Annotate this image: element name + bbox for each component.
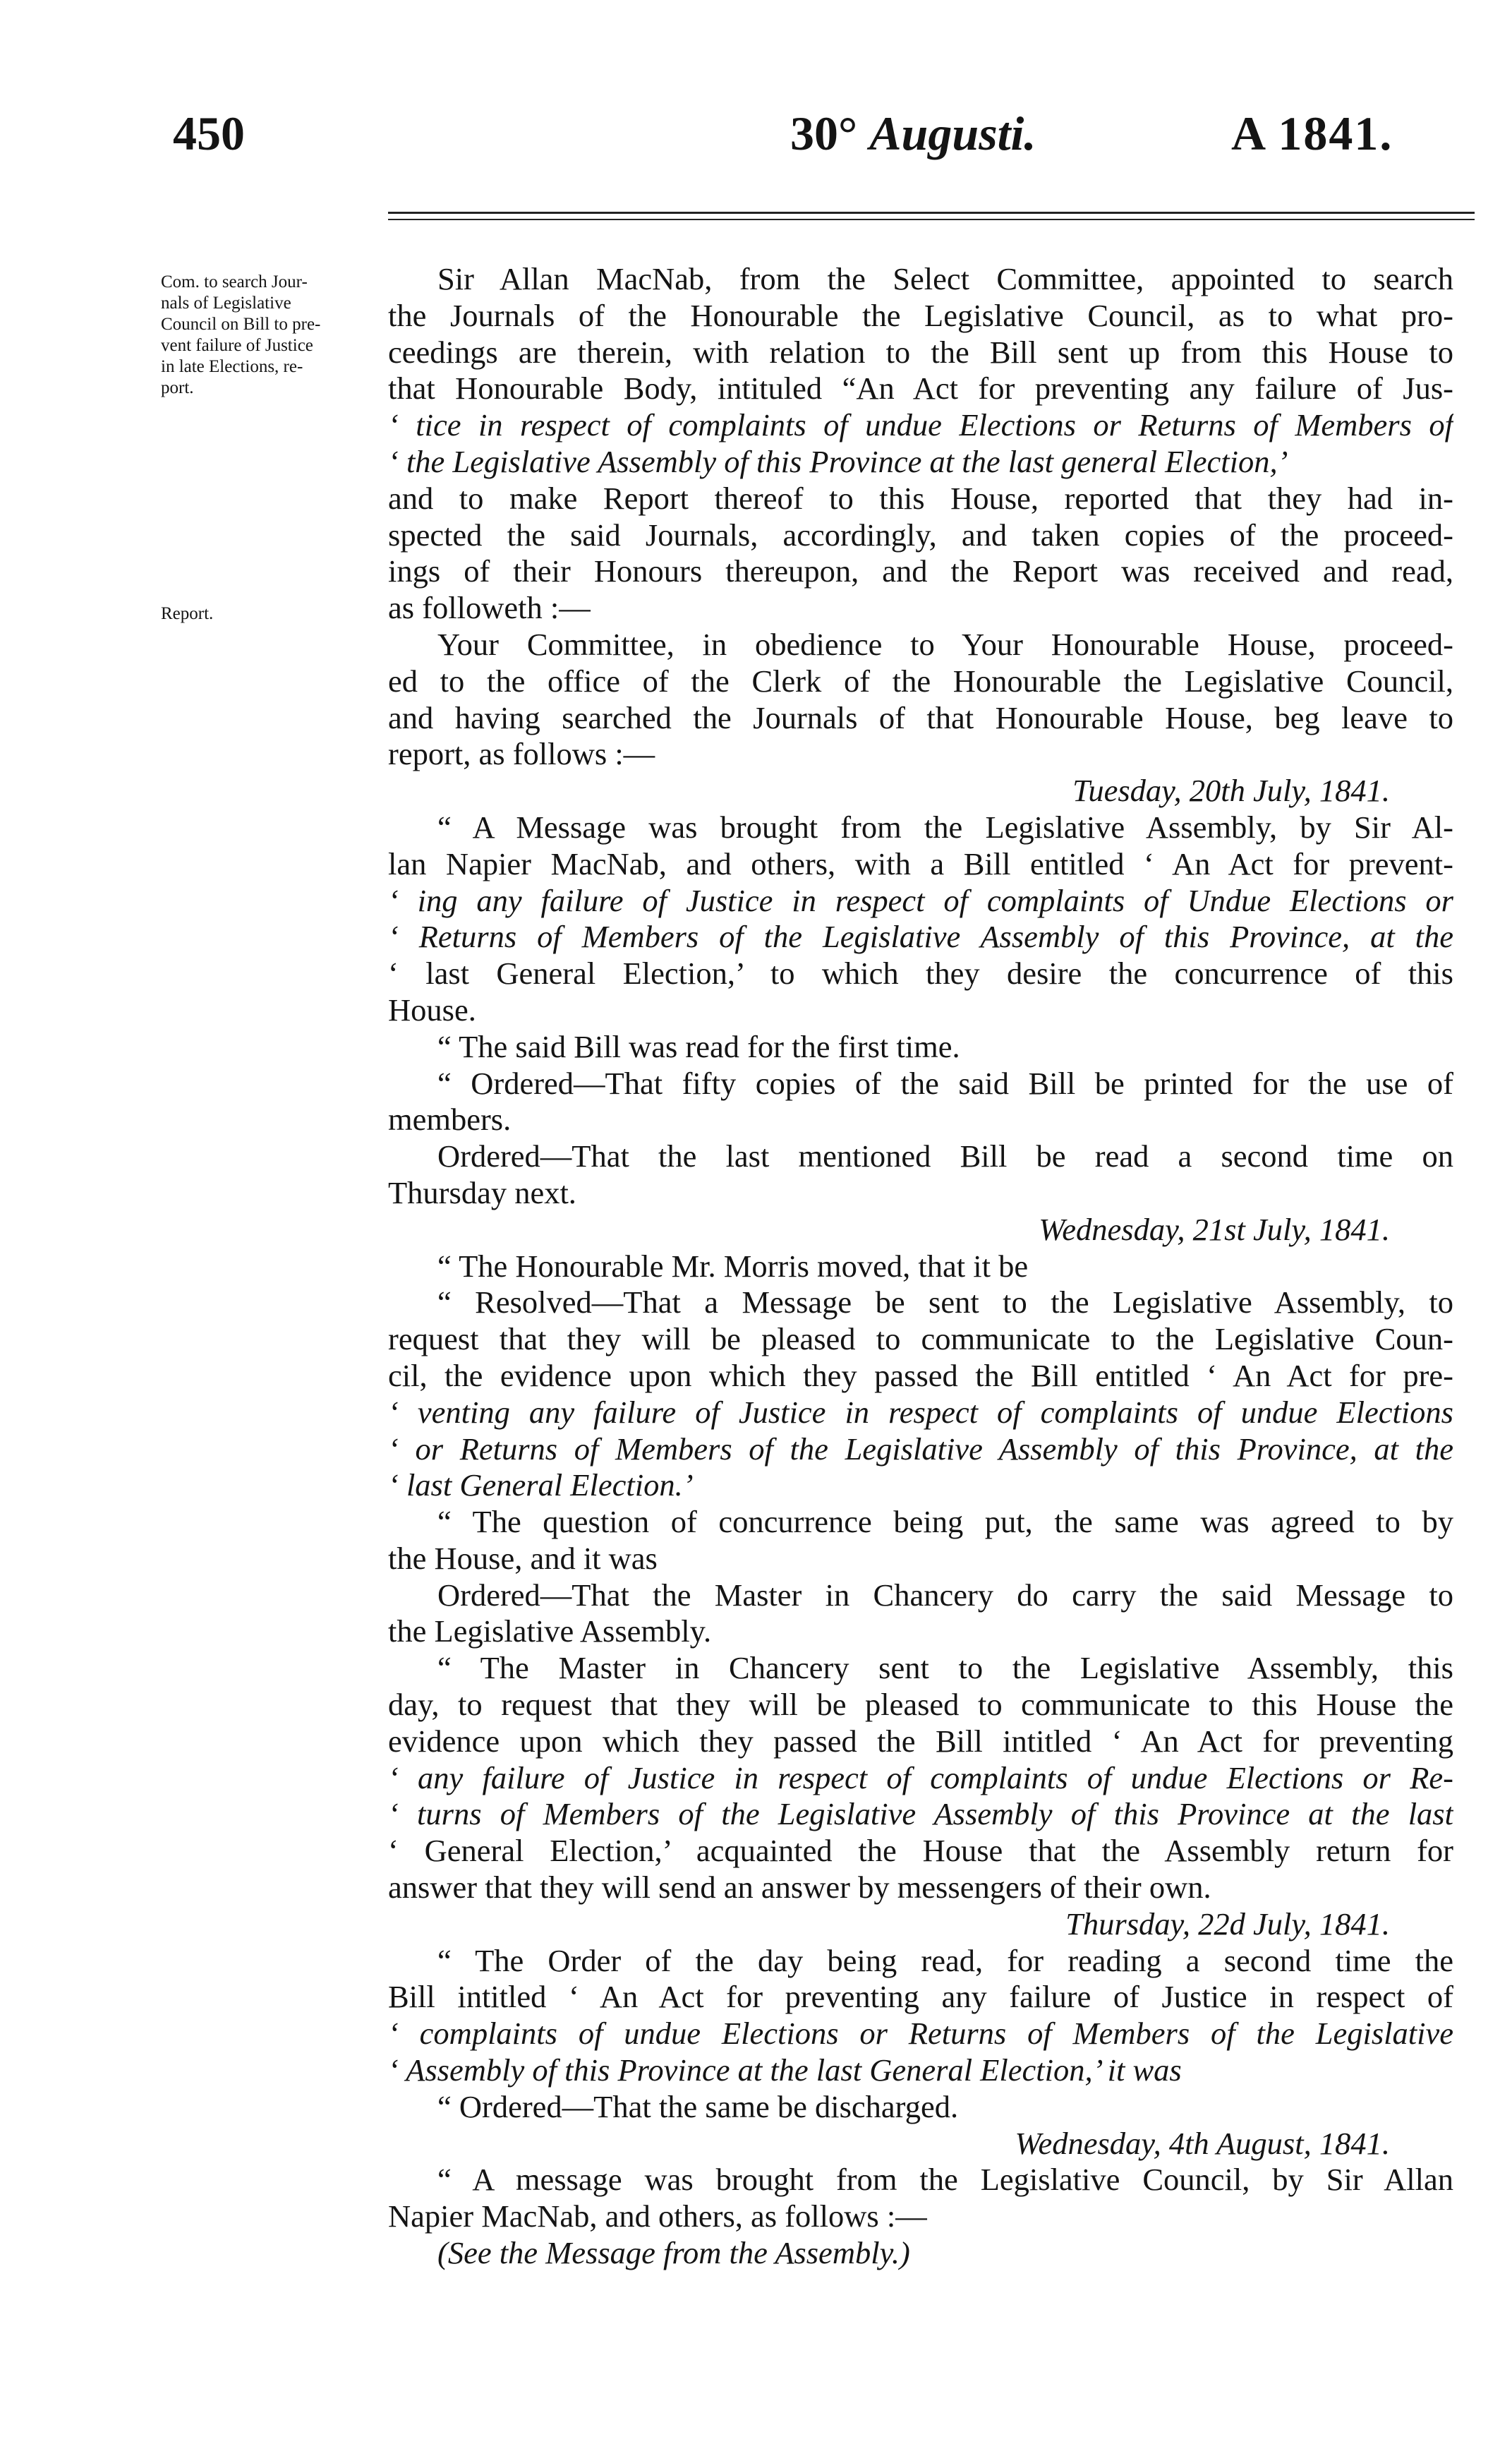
text-line: evidence upon which they passed the Bill intitled ‘ An Act for preventing xyxy=(388,1723,1453,1759)
text-line: ‘ the Legislative Assembly of this Province at the last general Election,’ xyxy=(388,443,1288,479)
text-line: Bill intitled ‘ An Act for preventing any failure of Justice in respect of xyxy=(388,1979,1453,2015)
text-line: ‘ General Election,’ acquainted the House that the Assembly return for xyxy=(388,1833,1453,1869)
text-line: “ A Message was brought from the Legislative Assembly, by Sir Al- xyxy=(437,809,1453,845)
text-line: House. xyxy=(388,992,476,1028)
margin-note-line: Com. to search Jour- xyxy=(161,272,308,291)
text-line: and having searched the Journals of that Honourable House, beg leave to xyxy=(388,699,1453,735)
body-text xyxy=(388,261,1453,2272)
text-line: (See the Message from the Assembly.) xyxy=(437,2235,910,2271)
text-line: ‘ ing any failure of Justice in respect of complaints of Undue Elections or xyxy=(388,882,1453,918)
text-line: Thursday next. xyxy=(388,1174,576,1210)
text-line: lan Napier MacNab, and others, with a Bill entitled ‘ An Act for prevent- xyxy=(388,845,1453,881)
text-line: that Honourable Body, intituled “An Act for preventing any failure of Jus- xyxy=(388,371,1453,407)
text-line: “ The said Bill was read for the first time. xyxy=(437,1028,960,1064)
margin-note-line: vent failure of Justice xyxy=(161,336,313,355)
text-line: ‘ venting any failure of Justice in respect of complaints of undue Elections xyxy=(388,1394,1453,1430)
text-line: “ A message was brought from the Legislative Council, by Sir Allan xyxy=(437,2162,1453,2198)
entry-date: Wednesday, 4th August, 1841. xyxy=(1015,2125,1390,2161)
margin-note-line: port. xyxy=(161,378,194,397)
date-month: Augusti. xyxy=(869,107,1036,160)
text-line: “ Ordered—That fifty copies of the said Bill be printed for the use of xyxy=(437,1065,1453,1101)
text-line: ‘ Assembly of this Province at the last General Election,’ it was xyxy=(388,2052,1182,2088)
text-line: spected the said Journals, accordingly, and taken copies of the proceed- xyxy=(388,517,1453,553)
text-line: ings of their Honours thereupon, and the Report was received and read, xyxy=(388,553,1453,589)
running-head-year: A 1841. xyxy=(1231,107,1393,160)
margin-note-line: nals of Legislative xyxy=(161,294,291,313)
text-line: “ The Order of the day being read, for reading a second time the xyxy=(437,1942,1453,1978)
text-line: Sir Allan MacNab, from the Select Committee, appointed to search xyxy=(437,261,1453,296)
text-line: “ Resolved—That a Message be sent to the Legislative Assembly, to xyxy=(437,1284,1453,1320)
text-line: Your Committee, in obedience to Your Honourable House, proceed- xyxy=(437,626,1453,662)
text-line: day, to request that they will be pleased to communicate to this House the xyxy=(388,1687,1453,1723)
text-line: and to make Report thereof to this House, reported that they had in- xyxy=(388,480,1453,516)
text-line: ‘ any failure of Justice in respect of complaints of undue Elections or Re- xyxy=(388,1759,1453,1795)
text-line: ‘ last General Election,’ to which they desire the concurrence of this xyxy=(388,956,1453,992)
text-line: ‘ turns of Members of the Legislative Assembly of this Province at the last xyxy=(388,1796,1453,1832)
text-line: ‘ complaints of undue Elections or Returns of Members of the Legislative xyxy=(388,2016,1453,2052)
text-line: ‘ last General Election.’ xyxy=(388,1467,694,1503)
text-line: members. xyxy=(388,1102,512,1138)
text-line: the Legislative Assembly. xyxy=(388,1613,712,1649)
text-line: ceedings are therein, with relation to the Bill sent up from this House to xyxy=(388,334,1453,370)
running-head-date xyxy=(790,106,1036,162)
margin-note-report: Report. xyxy=(161,604,214,623)
text-line: “ The Master in Chancery sent to the Legislative Assembly, this xyxy=(437,1650,1453,1686)
running-head xyxy=(0,106,1512,169)
text-line: Ordered—That the last mentioned Bill be read a second time on xyxy=(437,1138,1453,1174)
text-line: cil, the evidence upon which they passed the Bill entitled ‘ An Act for pre- xyxy=(388,1357,1453,1393)
text-line: ‘ or Returns of Members of the Legislative Assembly of this Province, at the xyxy=(388,1431,1453,1467)
date-number: 30° xyxy=(790,107,858,160)
text-line: the Journals of the Honourable the Legislative Council, as to what pro- xyxy=(388,297,1453,333)
entry-date: Thursday, 22d July, 1841. xyxy=(1065,1906,1390,1942)
text-line: request that they will be pleased to communicate to the Legislative Coun- xyxy=(388,1321,1453,1357)
page-number: 450 xyxy=(173,107,245,160)
text-line: Ordered—That the Master in Chancery do carry the said Message to xyxy=(437,1577,1453,1613)
text-line: the House, and it was xyxy=(388,1540,658,1576)
margin-note-line: Council on Bill to pre- xyxy=(161,315,321,334)
text-line: as followeth :— xyxy=(388,590,591,626)
text-line: “ The Honourable Mr. Morris moved, that it be xyxy=(437,1248,1029,1284)
text-line: ed to the office of the Clerk of the Honourable the Legislative Council, xyxy=(388,663,1453,699)
margin-note-line: in late Elections, re- xyxy=(161,357,303,376)
text-line: ‘ tice in respect of complaints of undue Elections or Returns of Members of xyxy=(388,407,1453,443)
text-line: answer that they will send an answer by messengers of their own. xyxy=(388,1870,1211,1906)
text-line: report, as follows :— xyxy=(388,736,655,772)
text-line: ‘ Returns of Members of the Legislative Assembly of this Province, at the xyxy=(388,919,1453,955)
text-line: Napier MacNab, and others, as follows :— xyxy=(388,2198,927,2234)
header-rule-double xyxy=(388,219,1475,220)
margin-note-committee xyxy=(161,272,401,399)
text-line: “ The question of concurrence being put, the same was agreed to by xyxy=(437,1504,1453,1540)
entry-date: Tuesday, 20th July, 1841. xyxy=(1072,773,1390,809)
text-line: “ Ordered—That the same be discharged. xyxy=(437,2088,959,2124)
header-rule xyxy=(388,212,1475,214)
entry-date: Wednesday, 21st July, 1841. xyxy=(1039,1211,1390,1247)
